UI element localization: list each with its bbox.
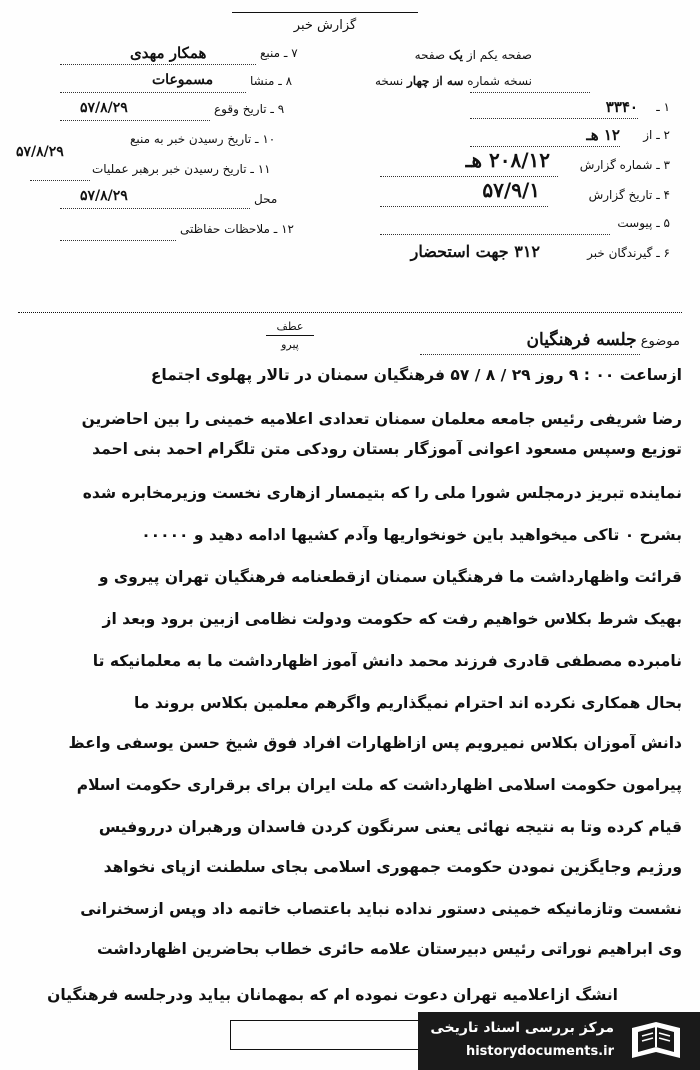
field-7-label: ۷ ـ منبع <box>260 46 298 60</box>
field-11-label: ۱۱ ـ تاریخ رسیدن خبر برهبر عملیات <box>92 162 271 176</box>
body-line: انشگ ازاعلامیه تهران دعوت نموده ام که بمهمانان بیاید ودرجلسه فرهنگیان <box>47 986 618 1004</box>
field-3-label: ۳ ـ شماره گزارش <box>579 158 670 172</box>
field-3-value: ۲۰۸/۱۲ هـ <box>465 148 550 172</box>
field-7-value: همکار مهدی <box>130 44 207 62</box>
field-8-label: ۸ ـ منشا <box>250 74 293 88</box>
field-12-label: ۱۲ ـ ملاحظات حفاظتی <box>180 222 294 236</box>
book-logo-icon <box>626 1018 686 1064</box>
body-line: بحال همکاری نکرده اند احترام نمیگذاریم واگرهم معلمین بکلاس بروند ما <box>134 694 682 712</box>
field-location-label: محل <box>254 192 278 206</box>
field-page-label: صفحه یکم از یک صفحه <box>414 48 532 62</box>
body-line: نامبرده مصطفی قادری فرزند محمد دانش آموز اظهارداشت ما به معلمانیکه تا <box>92 652 682 670</box>
body-line: وی ابراهیم نوراتی رئیس دبیرستان علامه حائری خطاب بحاضرین اظهارداشت <box>96 940 682 958</box>
body-line: بشرح ۰ تاکی میخواهید باین خونخواریها وآدم کشیها ادامه دهید و ۰۰۰۰۰ <box>141 526 682 544</box>
field-6-value: ۳۱۲ جهت استحضار <box>410 242 540 261</box>
field-1-value: ۳۳۴۰ <box>605 98 638 116</box>
body-line: ازساعت ۰۰ : ۹ روز ۲۹ / ۸ / ۵۷ فرهنگیان سمنان در تالار پهلوی اجتماع <box>150 366 682 384</box>
field-6-label: ۶ ـ گیرندگان خبر <box>587 246 670 260</box>
field-10-label: ۱۰ ـ تاریخ رسیدن خبر به منبع <box>130 132 276 146</box>
field-5-label: ۵ ـ پیوست <box>617 216 670 230</box>
margin-note <box>260 320 320 351</box>
margin-note-bottom: پیرو <box>281 338 299 351</box>
field-9-value: ۵۷/۸/۲۹ <box>80 100 128 116</box>
body-line: نماینده تبریز درمجلس شورا ملی را که بتیمسار ازهاری نخست وزیرمخابره شده <box>82 484 682 502</box>
field-4-value: ۵۷/۹/۱ <box>482 178 540 202</box>
field-2-label: ۲ ـ از <box>643 128 670 142</box>
body-line: رضا شریفی رئیس جامعه معلمان سمنان تعدادی اعلامیه خمینی را بین احاضرین <box>81 410 682 428</box>
field-copy-number: نسخه شماره سه از چهار نسخه <box>374 74 532 88</box>
field-2-value: ۱۲ هـ <box>586 126 620 144</box>
margin-note-top: عطف <box>276 320 304 333</box>
subject-label: موضوع <box>640 334 680 349</box>
field-location-value: ۵۷/۸/۲۹ <box>80 188 128 204</box>
watermark-band <box>418 1012 700 1070</box>
watermark-text-fa: مرکز بررسی اسناد تاریخی <box>430 1020 614 1036</box>
field-8-value: مسموعات <box>152 72 214 88</box>
body-line: دانش آموزان بکلاس نمیرویم پس ازاظهارات افراد فوق شیخ حسن یوسفی واعظ <box>68 734 682 752</box>
body-line: نشست وتازمانیکه خمینی دستور نداده نباید باعتصاب خاتمه داد وپس ازسخنرانی <box>80 900 682 918</box>
watermark-text-en: historydocuments.ir <box>465 1044 614 1059</box>
body-line: ورژیم وجایگزین نمودن حکومت جمهوری اسلامی بجای سلطنت ازپای نخواهد <box>103 858 682 876</box>
body-line: بهیک شرط بکلاس خواهیم رفت که حکومت ودولت نظامی ازبین برود وبعد از <box>102 610 682 628</box>
field-1-label: ۱ ـ <box>656 100 670 114</box>
body-line: قیام کرده وتا به نتیجه نهائی یعنی سرنگون کردن فاسدان ورهبران درروفیس <box>98 818 682 836</box>
body-line: قرائت واظهارداشت ما فرهنگیان سمنان ازقطعنامه فرهنگیان تهران پیروی و <box>98 568 682 586</box>
subject-value: جلسه فرهنگیان <box>526 330 637 350</box>
body-line: توزیع وسپس مسعود اعوانی آموزگار بستان رودکی متن تلگرام احمد بنی احمد <box>92 440 682 458</box>
subject-line <box>527 330 680 350</box>
report-title: گزارش خبر <box>232 12 418 39</box>
body-line: پیرامون حکومت اسلامی اظهارداشت که ملت ایران برای برقراری حکومت اسلام <box>76 776 682 794</box>
field-10-value: ۵۷/۸/۲۹ <box>16 144 64 160</box>
field-9-label: ۹ ـ تاریخ وقوع <box>214 102 285 116</box>
field-4-label: ۴ ـ تاریخ گزارش <box>588 188 670 202</box>
